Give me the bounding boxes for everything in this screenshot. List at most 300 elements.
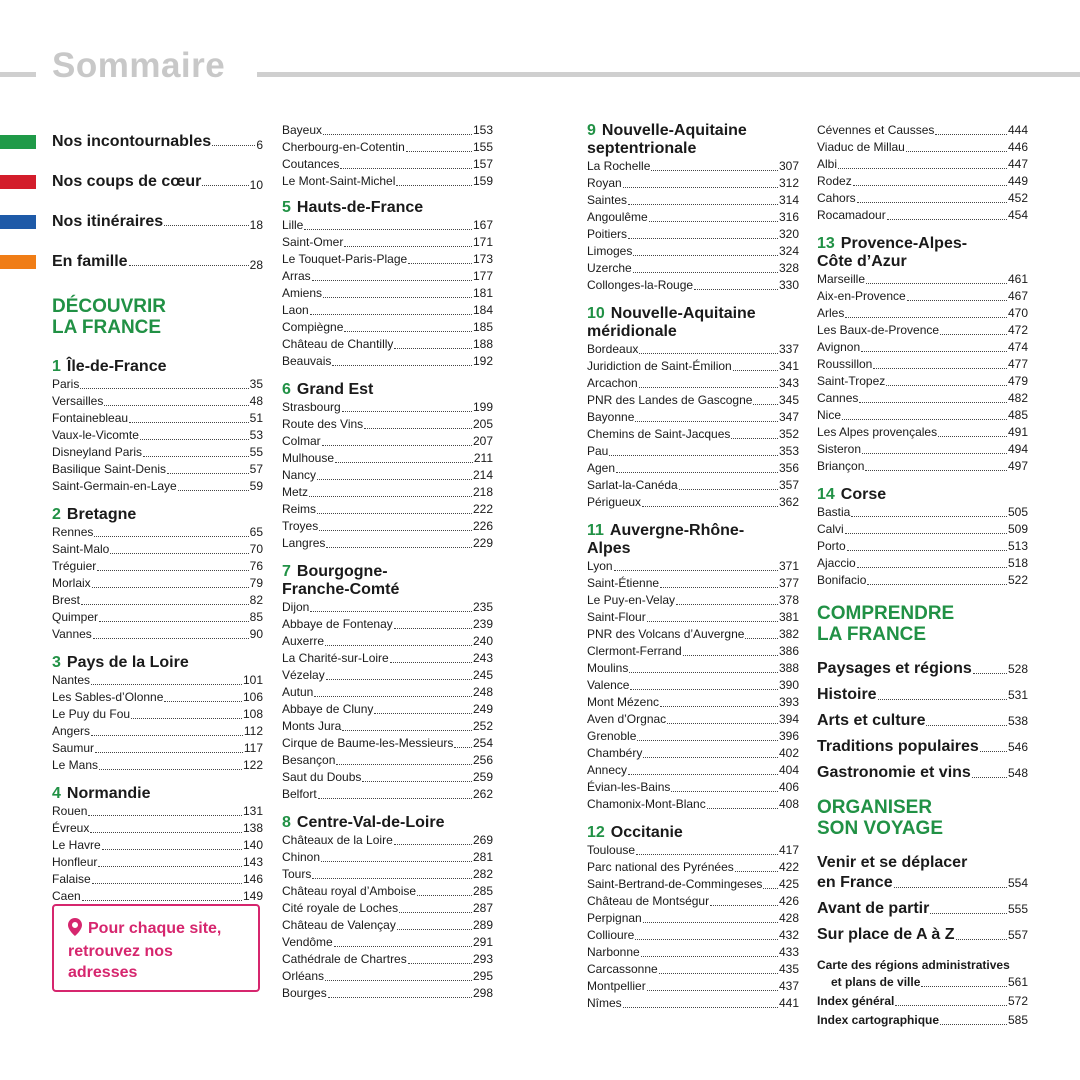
page-number: 106 — [242, 690, 263, 704]
entry-name: Route des Vins — [282, 417, 364, 431]
toc-entry — [587, 995, 799, 1012]
dot-leader — [745, 638, 778, 639]
page-number: 408 — [778, 797, 799, 811]
comprendre-entry — [817, 737, 1028, 757]
dot-leader — [938, 436, 1007, 437]
dot-leader — [956, 939, 1007, 940]
entry-name: Le Havre — [52, 838, 101, 852]
dot-leader — [845, 533, 1007, 534]
dot-leader — [164, 701, 242, 702]
toc-entry — [282, 251, 493, 268]
page-number: 314 — [778, 193, 799, 207]
dot-leader — [99, 769, 242, 770]
region-number: 7 — [282, 563, 291, 580]
toc-entry — [52, 888, 263, 905]
page-number: 140 — [242, 838, 263, 852]
region-number: 14 — [817, 486, 835, 503]
dot-leader — [167, 473, 249, 474]
toc-entry — [282, 633, 493, 650]
toc-entry — [282, 684, 493, 701]
page-number: 417 — [778, 843, 799, 857]
page-number: 188 — [472, 337, 493, 351]
region-heading — [817, 235, 1028, 253]
page-number: 192 — [472, 354, 493, 368]
page-number: 312 — [778, 176, 799, 190]
dot-leader — [861, 351, 1007, 352]
page-number: 382 — [778, 627, 799, 641]
page-number: 254 — [472, 736, 493, 750]
toc-entry — [282, 139, 493, 156]
dot-leader — [323, 297, 472, 298]
toc-entry — [587, 927, 799, 944]
toc-column-1 — [52, 122, 263, 905]
page-number: 337 — [778, 342, 799, 356]
toc-entry — [817, 339, 1028, 356]
annex-entry — [817, 993, 1028, 1010]
page-number: 229 — [472, 536, 493, 550]
region-number: 11 — [587, 522, 604, 539]
entry-name: Index cartographique — [817, 1013, 940, 1027]
page-number: 82 — [249, 593, 263, 607]
entry-name: Saint-Bertrand-de-Commingeses — [587, 877, 763, 891]
entry-name: Cathédrale de Chartres — [282, 952, 407, 966]
toc-column-3 — [587, 122, 799, 1012]
dot-leader — [847, 550, 1007, 551]
entry-name: Le Puy-en-Velay — [587, 593, 676, 607]
page-number: 245 — [472, 668, 493, 682]
entry-name: Arts et culture — [817, 712, 926, 729]
dot-leader — [178, 490, 249, 491]
region-number: 3 — [52, 654, 61, 671]
highlight-label: Nos coups de cœur — [52, 173, 202, 190]
page-number: 454 — [1007, 208, 1028, 222]
toc-entry — [282, 353, 493, 370]
page-number: 214 — [472, 468, 493, 482]
dot-leader — [310, 611, 472, 612]
toc-entry — [817, 156, 1028, 173]
toc-entry — [282, 302, 493, 319]
entry-name: Cherbourg-en-Cotentin — [282, 140, 405, 154]
toc-entry — [587, 226, 799, 243]
toc-entry — [587, 796, 799, 813]
page-number: 285 — [472, 884, 493, 898]
page-number: 239 — [472, 617, 493, 631]
page-number: 528 — [1007, 662, 1028, 676]
region-name: Île-de-France — [66, 358, 167, 375]
page-number: 447 — [1007, 157, 1028, 171]
toc-entry — [282, 234, 493, 251]
toc-entry — [52, 837, 263, 854]
entry-name: Angers — [52, 724, 91, 738]
page-number: 240 — [472, 634, 493, 648]
page-number: 10 — [249, 178, 263, 192]
entry-name: Versailles — [52, 394, 104, 408]
toc-entry — [282, 518, 493, 535]
region-heading — [282, 814, 493, 832]
region-block — [587, 824, 799, 1012]
entry-name: Château de Valençay — [282, 918, 396, 932]
highlight-label: En famille — [52, 253, 128, 270]
entry-name: Le Mont-Saint-Michel — [282, 174, 396, 188]
dot-leader — [637, 740, 778, 741]
entry-name: Sarlat-la-Canéda — [587, 478, 678, 492]
entry-name: Vézelay — [282, 668, 325, 682]
entry-name: Château de Chantilly — [282, 337, 394, 351]
dot-leader — [336, 764, 472, 765]
entry-name: Disneyland Paris — [52, 445, 143, 459]
toc-entry — [817, 555, 1028, 572]
dot-leader — [312, 280, 472, 281]
dot-leader — [866, 283, 1007, 284]
toc-entry — [282, 701, 493, 718]
page-number: 472 — [1007, 323, 1028, 337]
highlight-label: Nos itinéraires — [52, 213, 164, 230]
comprendre-list — [817, 659, 1028, 783]
dot-leader — [342, 411, 472, 412]
page-number: 362 — [778, 495, 799, 509]
toc-entry — [587, 762, 799, 779]
page-number: 328 — [778, 261, 799, 275]
page-number: 538 — [1007, 714, 1028, 728]
region-name: Grand Est — [296, 381, 374, 398]
organiser-entry — [817, 925, 1028, 945]
addresses-callout — [52, 904, 260, 992]
page-number: 546 — [1007, 740, 1028, 754]
entry-name: Saut du Doubs — [282, 770, 362, 784]
toc-entry — [817, 288, 1028, 305]
entry-name: Cité royale de Loches — [282, 901, 399, 915]
region-name: Centre-Val-de-Loire — [296, 814, 445, 831]
toc-entry — [282, 319, 493, 336]
page-number: 554 — [1007, 876, 1028, 890]
page-number: 259 — [472, 770, 493, 784]
dot-leader — [91, 684, 242, 685]
page-number: 281 — [472, 850, 493, 864]
page-number: 572 — [1007, 994, 1028, 1008]
toc-entry — [817, 356, 1028, 373]
page-number: 112 — [243, 724, 263, 738]
page-number: 173 — [472, 252, 493, 266]
page-number: 298 — [472, 986, 493, 1000]
toc-entry — [817, 424, 1028, 441]
dot-leader — [399, 912, 472, 913]
entry-name: Collonges-la-Rouge — [587, 278, 694, 292]
region-heading — [282, 199, 493, 217]
page-number: 446 — [1007, 140, 1028, 154]
dot-leader — [633, 255, 778, 256]
entry-name: Les Alpes provençales — [817, 425, 938, 439]
entry-name: Saintes — [587, 193, 628, 207]
toc-entry — [52, 689, 263, 706]
toc-entry — [282, 599, 493, 616]
dot-leader — [642, 506, 778, 507]
region-name: Nouvelle-Aquitaine — [610, 305, 756, 322]
page-number: 18 — [249, 218, 263, 232]
toc-entry — [52, 558, 263, 575]
dot-leader — [940, 334, 1007, 335]
toc-entry — [587, 592, 799, 609]
dot-leader — [660, 587, 778, 588]
entry-name: Colmar — [282, 434, 321, 448]
dot-leader — [980, 751, 1007, 752]
dot-leader — [707, 808, 778, 809]
dot-leader — [857, 202, 1007, 203]
toc-entry — [817, 441, 1028, 458]
highlight-color-bar — [0, 175, 36, 189]
entry-name: Mulhouse — [282, 451, 335, 465]
dot-leader — [92, 587, 249, 588]
page-number: 138 — [242, 821, 263, 835]
dot-leader — [321, 861, 472, 862]
page-number: 467 — [1007, 289, 1028, 303]
dot-leader — [660, 706, 778, 707]
entry-name: Abbaye de Cluny — [282, 702, 374, 716]
toc-entry — [282, 122, 493, 139]
entry-name: Fontainebleau — [52, 411, 129, 425]
entry-name: Bordeaux — [587, 342, 639, 356]
entry-name: Juridiction de Saint-Émilion — [587, 359, 732, 373]
dot-leader — [454, 747, 472, 748]
dot-leader — [683, 655, 778, 656]
dot-leader — [317, 479, 472, 480]
region-name: Nouvelle-Aquitaine — [601, 122, 747, 139]
toc-entry — [282, 917, 493, 934]
dot-leader — [322, 445, 472, 446]
entry-name: Vendôme — [282, 935, 333, 949]
toc-entry — [817, 322, 1028, 339]
dot-leader — [104, 405, 248, 406]
entry-name: Bayonne — [587, 410, 635, 424]
page-number: 269 — [472, 833, 493, 847]
toc-entry — [587, 609, 799, 626]
region-block — [282, 199, 493, 370]
region-number: 12 — [587, 824, 605, 841]
entry-name: Vannes — [52, 627, 92, 641]
entry-name: Monts Jura — [282, 719, 342, 733]
region-heading — [52, 358, 263, 376]
dot-leader — [921, 986, 1007, 987]
entry-name: Bonifacio — [817, 573, 867, 587]
entry-name: Orléans — [282, 969, 325, 983]
dot-leader — [623, 1007, 778, 1008]
page-number: 28 — [249, 258, 263, 272]
toc-entry — [817, 305, 1028, 322]
page-number: 218 — [472, 485, 493, 499]
dot-leader — [972, 777, 1007, 778]
region-heading — [587, 305, 799, 323]
highlight-item — [52, 242, 263, 282]
page-number: 388 — [778, 661, 799, 675]
toc-entry — [282, 951, 493, 968]
page-number: 184 — [472, 303, 493, 317]
dot-leader — [164, 225, 248, 226]
dot-leader — [98, 866, 242, 867]
page-number: 404 — [778, 763, 799, 777]
toc-entry — [817, 271, 1028, 288]
page-number: 235 — [472, 600, 493, 614]
toc-entry — [817, 458, 1028, 475]
toc-column-4 — [817, 122, 1028, 1031]
toc-entry — [52, 444, 263, 461]
region-heading — [587, 122, 799, 140]
entry-name: et plans de ville — [831, 975, 921, 989]
page-number: 585 — [1007, 1013, 1028, 1027]
toc-entry — [587, 358, 799, 375]
dot-leader — [344, 331, 472, 332]
toc-entry — [52, 820, 263, 837]
entry-name: Chemins de Saint-Jacques — [587, 427, 731, 441]
toc-entry — [587, 779, 799, 796]
toc-entry — [52, 376, 263, 393]
entry-name: Rennes — [52, 525, 94, 539]
page-number: 353 — [778, 444, 799, 458]
dot-leader — [676, 604, 778, 605]
page-number: 324 — [778, 244, 799, 258]
annex-list — [817, 957, 1028, 1029]
page-number: 494 — [1007, 442, 1028, 456]
page-number: 248 — [472, 685, 493, 699]
entry-name: Évreux — [52, 821, 90, 835]
page-number: 146 — [242, 872, 263, 886]
toc-entry — [817, 190, 1028, 207]
page-number: 122 — [242, 758, 263, 772]
page-number: 155 — [472, 140, 493, 154]
dot-leader — [845, 317, 1007, 318]
dot-leader — [304, 229, 472, 230]
dot-leader — [309, 496, 472, 497]
page-number: 59 — [249, 479, 263, 493]
entry-name: Moulins — [587, 661, 629, 675]
highlight-color-bar — [0, 135, 36, 149]
entry-name: Rocamadour — [817, 208, 886, 222]
dot-leader — [129, 265, 249, 266]
page-number: 207 — [472, 434, 493, 448]
entry-name: Dijon — [282, 600, 310, 614]
entry-name: Avignon — [817, 340, 861, 354]
page-number: 482 — [1007, 391, 1028, 405]
page-number: 422 — [778, 860, 799, 874]
entry-name: Abbaye de Fontenay — [282, 617, 393, 631]
entry-name: Besançon — [282, 753, 336, 767]
toc-entry — [52, 592, 263, 609]
page-number: 437 — [778, 979, 799, 993]
toc-entry — [282, 416, 493, 433]
dot-leader — [616, 472, 778, 473]
toc-entry — [52, 706, 263, 723]
entry-name: Clermont-Ferrand — [587, 644, 682, 658]
toc-entry — [282, 535, 493, 552]
dot-leader — [753, 404, 778, 405]
dot-leader — [930, 913, 1007, 914]
dot-leader — [80, 388, 248, 389]
entry-name: Auxerre — [282, 634, 325, 648]
organiser-list — [817, 853, 1028, 945]
page-number: 117 — [243, 741, 263, 755]
region-block — [52, 506, 263, 643]
page-number: 396 — [778, 729, 799, 743]
entry-name: Cannes — [817, 391, 859, 405]
entry-name: Poitiers — [587, 227, 628, 241]
highlight-color-bar — [0, 255, 36, 269]
entry-name: Paris — [52, 377, 80, 391]
page-number: 393 — [778, 695, 799, 709]
dot-leader — [647, 990, 778, 991]
toc-entry — [282, 968, 493, 985]
page-number: 477 — [1007, 357, 1028, 371]
toc-entry — [282, 399, 493, 416]
toc-entry — [817, 504, 1028, 521]
entry-name: Parc national des Pyrénées — [587, 860, 734, 874]
entry-line-2 — [817, 873, 1028, 893]
toc-entry — [587, 893, 799, 910]
toc-entry — [587, 626, 799, 643]
dot-leader — [628, 238, 778, 239]
toc-entry — [282, 900, 493, 917]
dot-leader — [397, 929, 472, 930]
page-number: 343 — [778, 376, 799, 390]
toc-entry — [282, 650, 493, 667]
page-number: 386 — [778, 644, 799, 658]
toc-entry — [817, 173, 1028, 190]
toc-entry — [282, 501, 493, 518]
entry-name: Beauvais — [282, 354, 332, 368]
entry-name: Agen — [587, 461, 616, 475]
toc-entry — [282, 849, 493, 866]
dot-leader — [323, 134, 472, 135]
entry-name: Gastronomie et vins — [817, 764, 971, 781]
entry-name: Calvi — [817, 522, 844, 536]
toc-entry — [52, 757, 263, 774]
page-number: 289 — [472, 918, 493, 932]
page-number: 479 — [1007, 374, 1028, 388]
entry-name: Roussillon — [817, 357, 873, 371]
page-number: 378 — [778, 593, 799, 607]
entry-name: Tours — [282, 867, 312, 881]
entry-name: Royan — [587, 176, 622, 190]
entry-name: Arras — [282, 269, 311, 283]
toc-entry — [282, 883, 493, 900]
toc-entry — [282, 866, 493, 883]
entry-name: Avant de partir — [817, 900, 930, 917]
dot-leader — [325, 645, 472, 646]
dot-leader — [88, 815, 242, 816]
region-block — [52, 358, 263, 495]
dot-leader — [417, 895, 472, 896]
dot-leader — [318, 798, 472, 799]
toc-entry — [587, 859, 799, 876]
toc-entry — [282, 769, 493, 786]
dot-leader — [94, 536, 248, 537]
page-number: 211 — [473, 451, 493, 465]
page-number: 356 — [778, 461, 799, 475]
region-heading — [52, 654, 263, 672]
dot-leader — [342, 730, 472, 731]
dot-leader — [82, 900, 242, 901]
region-name: Hauts-de-France — [296, 199, 424, 216]
entry-name: Saint-Tropez — [817, 374, 886, 388]
page-number: 497 — [1007, 459, 1028, 473]
toc-entry — [52, 461, 263, 478]
highlight-label: Nos incontournables — [52, 133, 212, 150]
toc-entry — [817, 390, 1028, 407]
page-number: 53 — [249, 428, 263, 442]
entry-name: Autun — [282, 685, 314, 699]
toc-entry — [587, 643, 799, 660]
dot-leader — [887, 219, 1007, 220]
entry-name: Albi — [817, 157, 838, 171]
dot-leader — [628, 774, 778, 775]
dot-leader — [842, 419, 1007, 420]
